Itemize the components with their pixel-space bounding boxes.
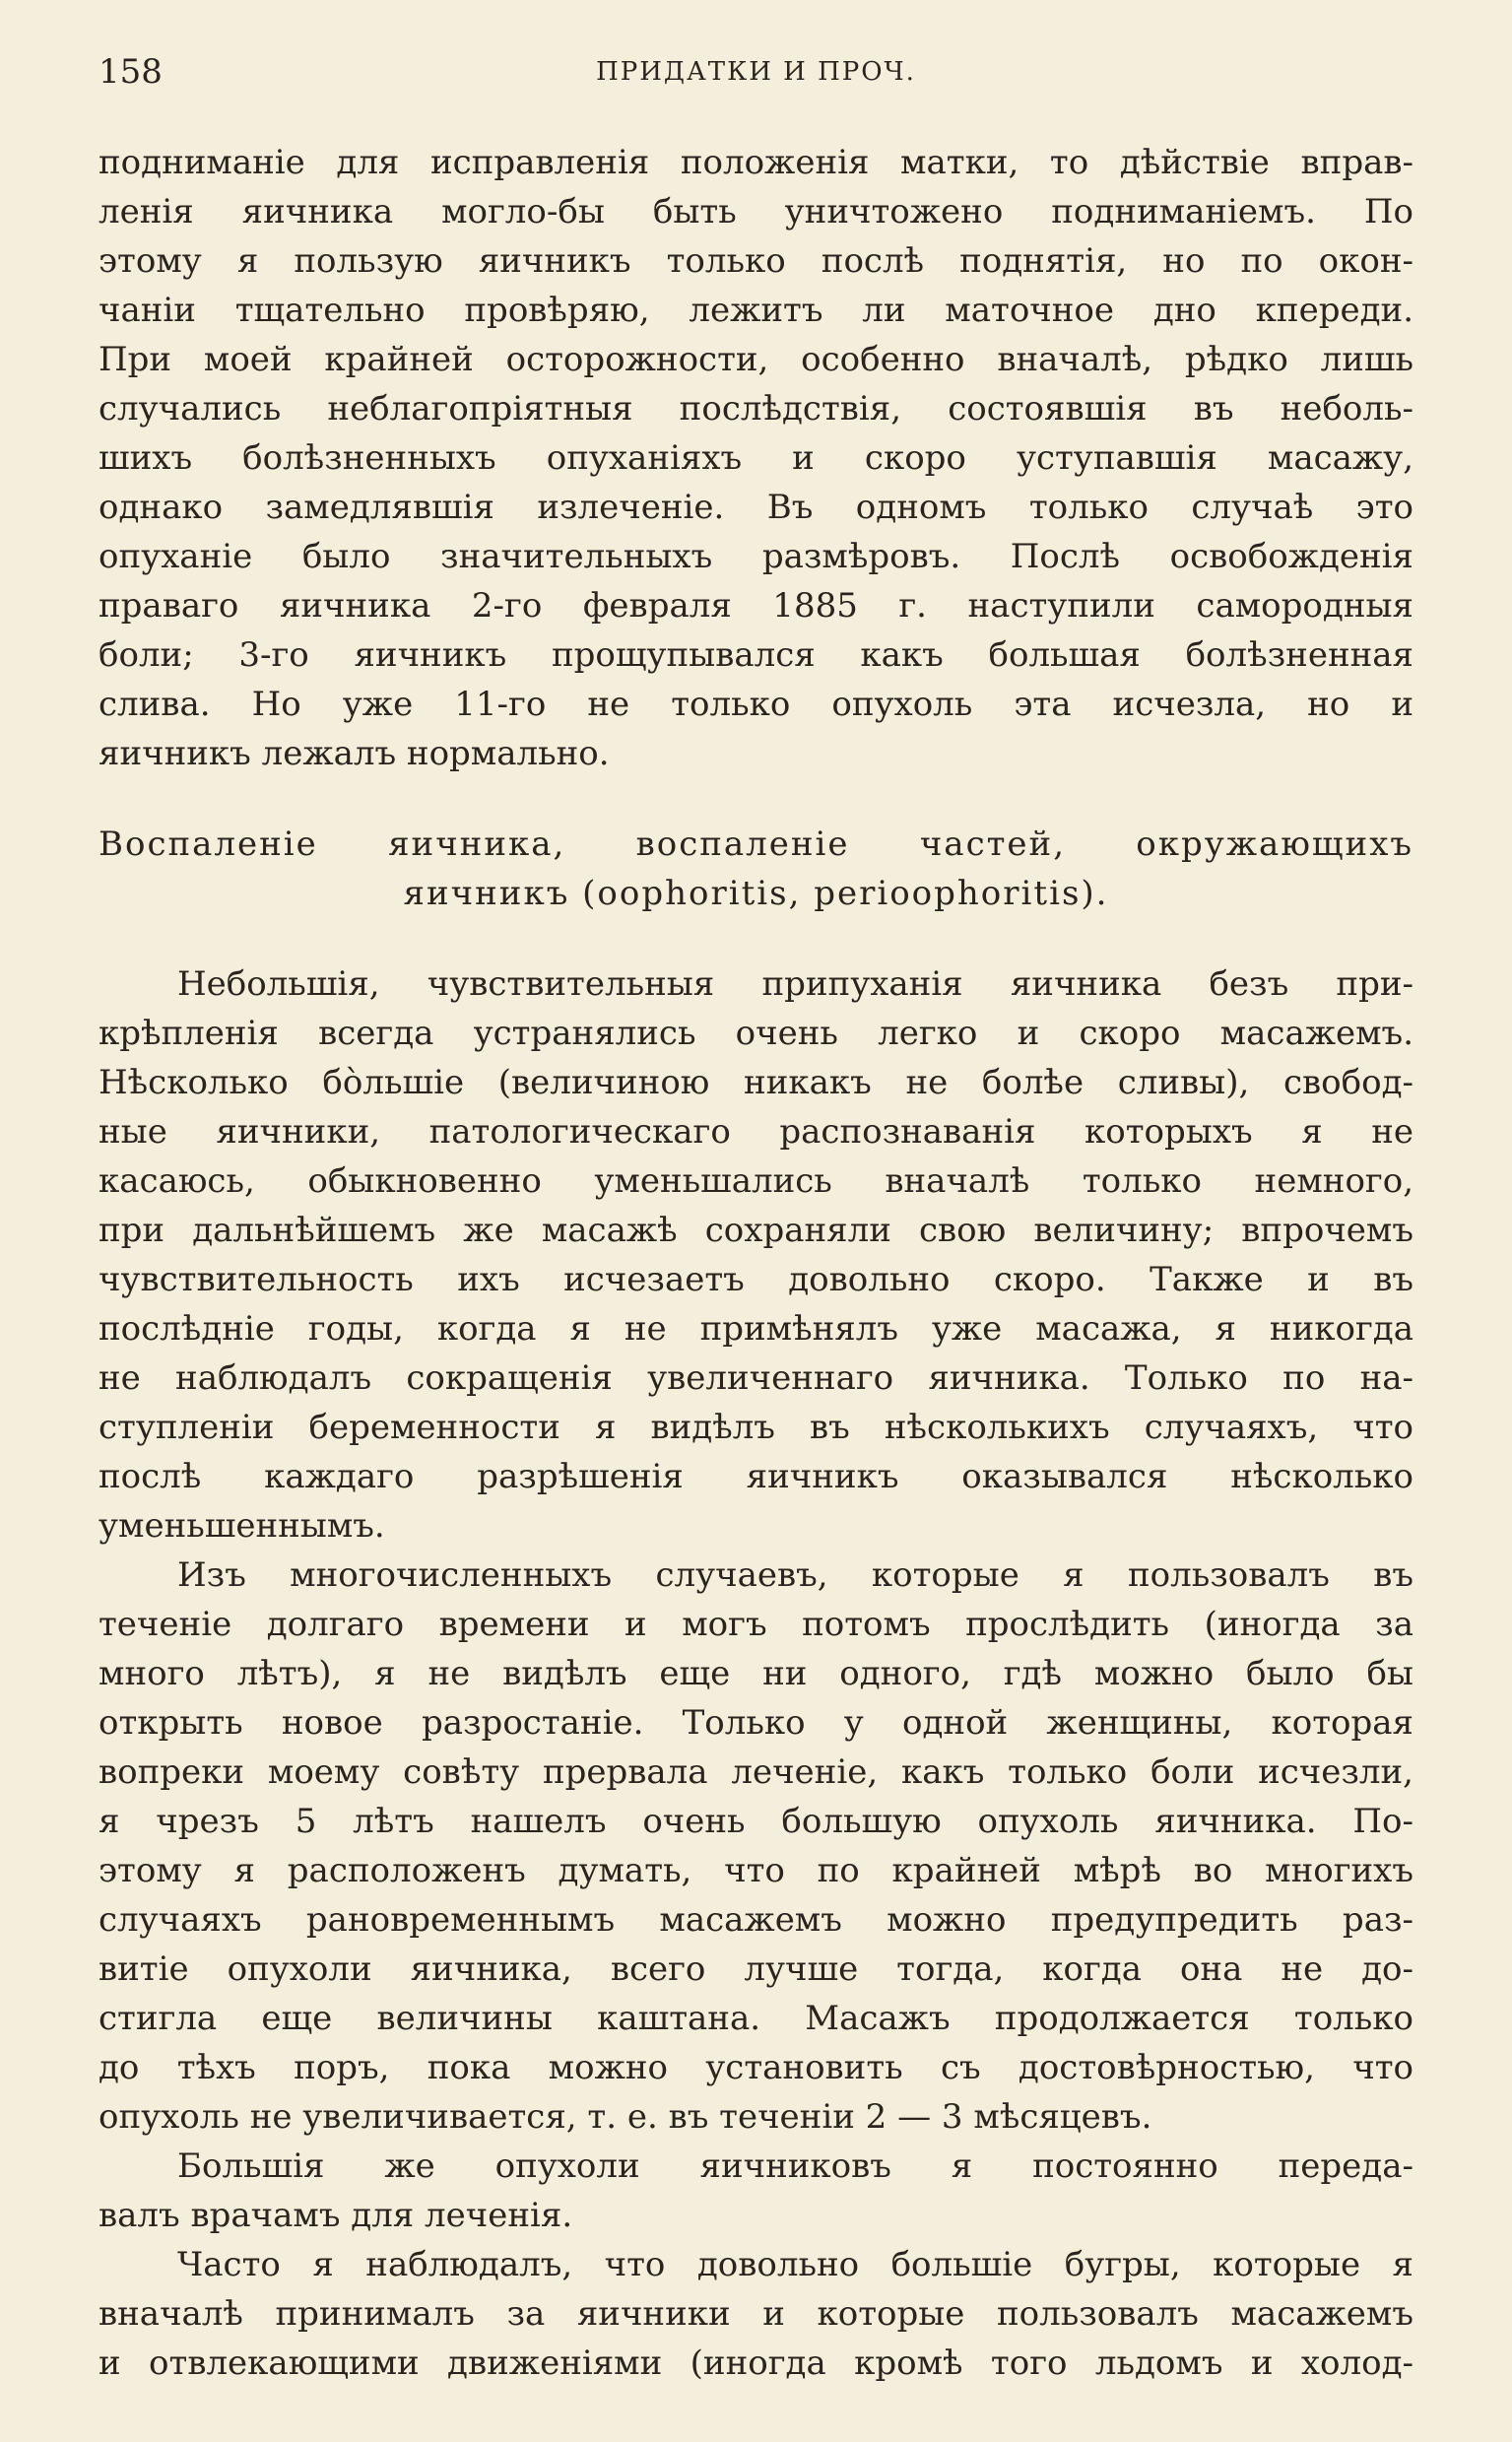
text-line: касаюсь, обыкновенно уменьшались вначалѣ только немного, [99, 1161, 1413, 1201]
paragraph-large-tumors [99, 2142, 1413, 2240]
text-line: витіе опухоли яичника, всего лучше тогда, когда она не до- [99, 1949, 1413, 1989]
text-line: При моей крайней осторожности, особенно вначалѣ, рѣдко лишь [99, 340, 1413, 379]
text-line: Изъ многочисленныхъ случаевъ, которые я пользовалъ въ [177, 1555, 1413, 1595]
text-line: яичникъ лежалъ нормально. [99, 734, 610, 773]
text-line: Небольшія, чувствительныя припуханія яичника безъ при- [177, 964, 1413, 1004]
text-line: однако замедлявшія излеченіе. Въ одномъ только случаѣ это [99, 488, 1413, 527]
text-line: послѣ каждаго разрѣшенія яичникъ оказывался нѣсколько [99, 1457, 1413, 1496]
text-line: этому я расположенъ думать, что по крайней мѣрѣ во многихъ [99, 1851, 1413, 1890]
paragraph-observations [99, 2240, 1413, 2388]
text-line: слива. Но уже 11-го не только опухоль эта исчезла, но и [99, 685, 1413, 724]
text-line: много лѣтъ), я не видѣлъ еще ни одного, гдѣ можно было бы [99, 1654, 1413, 1693]
text-line: и отвлекающими движеніями (иногда кромѣ того льдомъ и холод- [99, 2343, 1413, 2383]
paragraph-small-ovaries [99, 959, 1413, 1551]
section-heading-line: Воспаленіе яичника, воспаленіе частей, окружающихъ [99, 825, 1413, 864]
text-line: при дальнѣйшемъ же масажѣ сохраняли свою величину; впрочемъ [99, 1211, 1413, 1250]
text-line: я чрезъ 5 лѣтъ нашелъ очень большую опухоль яичника. По- [99, 1802, 1413, 1841]
text-line: праваго яичника 2-го февраля 1885 г. наступили самородныя [99, 586, 1413, 626]
text-line: опуханіе было значительныхъ размѣровъ. Послѣ освобожденія [99, 537, 1413, 576]
text-line: Большія же опухоли яичниковъ я постоянно переда- [177, 2146, 1413, 2186]
page-number: 158 [99, 52, 163, 92]
text-line: крѣпленія всегда устранялись очень легко и скоро масажемъ. [99, 1014, 1413, 1053]
section-heading [99, 820, 1413, 918]
section-heading-line: яичникъ (oophoritis, perioophoritis). [403, 874, 1109, 913]
text-line: боли; 3-го яичникъ прощупывался какъ большая болѣзненная [99, 635, 1413, 675]
text-line: вопреки моему совѣту прервала леченіе, какъ только боли исчезли, [99, 1752, 1413, 1792]
text-line: уменьшеннымъ. [99, 1506, 385, 1546]
text-line: чаніи тщательно провѣряю, лежитъ ли маточное дно кпереди. [99, 291, 1413, 330]
text-line: не наблюдалъ сокращенія увеличеннаго яичника. Только по на- [99, 1358, 1413, 1398]
text-line: теченіе долгаго времени и могъ потомъ прослѣдить (иногда за [99, 1605, 1413, 1644]
intro-paragraph [99, 138, 1413, 778]
text-line: случались неблагопріятныя послѣдствія, состоявшія въ неболь- [99, 389, 1413, 429]
text-line: послѣдніе годы, когда я не примѣнялъ уже масажа, я никогда [99, 1309, 1413, 1349]
book-page [99, 47, 1413, 2388]
text-line: ступленіи беременности я видѣлъ въ нѣсколькихъ случаяхъ, что [99, 1408, 1413, 1447]
text-line: валъ врачамъ для леченія. [99, 2196, 573, 2235]
text-line: чувствительность ихъ исчезаетъ довольно скоро. Также и въ [99, 1260, 1413, 1299]
text-line: шихъ болѣзненныхъ опуханіяхъ и скоро уступавшія масажу, [99, 438, 1413, 478]
text-line: Часто я наблюдалъ, что довольно большіе бугры, которые я [177, 2245, 1413, 2284]
text-line: открыть новое разростаніе. Только у одной женщины, которая [99, 1703, 1413, 1743]
running-title: ПРИДАТКИ И ПРОЧ. [596, 57, 916, 87]
running-head [99, 47, 1413, 97]
text-line: случаяхъ рановременнымъ масажемъ можно предупредить раз- [99, 1900, 1413, 1940]
text-line: этому я пользую яичникъ только послѣ поднятія, но по окон- [99, 241, 1413, 281]
text-line: подниманіе для исправленія положенія матки, то дѣйствіе вправ- [99, 143, 1413, 182]
text-line: опухоль не увеличивается, т. е. въ теченіи 2 — 3 мѣсяцевъ. [99, 2097, 1152, 2137]
text-line: Нѣсколько бо̀льшіе (величиною никакъ не болѣе сливы), свобод- [99, 1063, 1413, 1102]
text-line: ные яичники, патологическаго распознаванія которыхъ я не [99, 1112, 1413, 1152]
paragraph-many-cases [99, 1551, 1413, 2142]
text-line: ленія яичника могло-бы быть уничтожено подниманіемъ. По [99, 192, 1413, 231]
text-line: стигла еще величины каштана. Масажъ продолжается только [99, 1999, 1413, 2038]
text-line: вначалѣ принималъ за яичники и которые пользовалъ масажемъ [99, 2294, 1413, 2334]
text-line: до тѣхъ поръ, пока можно установить съ достовѣрностью, что [99, 2048, 1413, 2087]
